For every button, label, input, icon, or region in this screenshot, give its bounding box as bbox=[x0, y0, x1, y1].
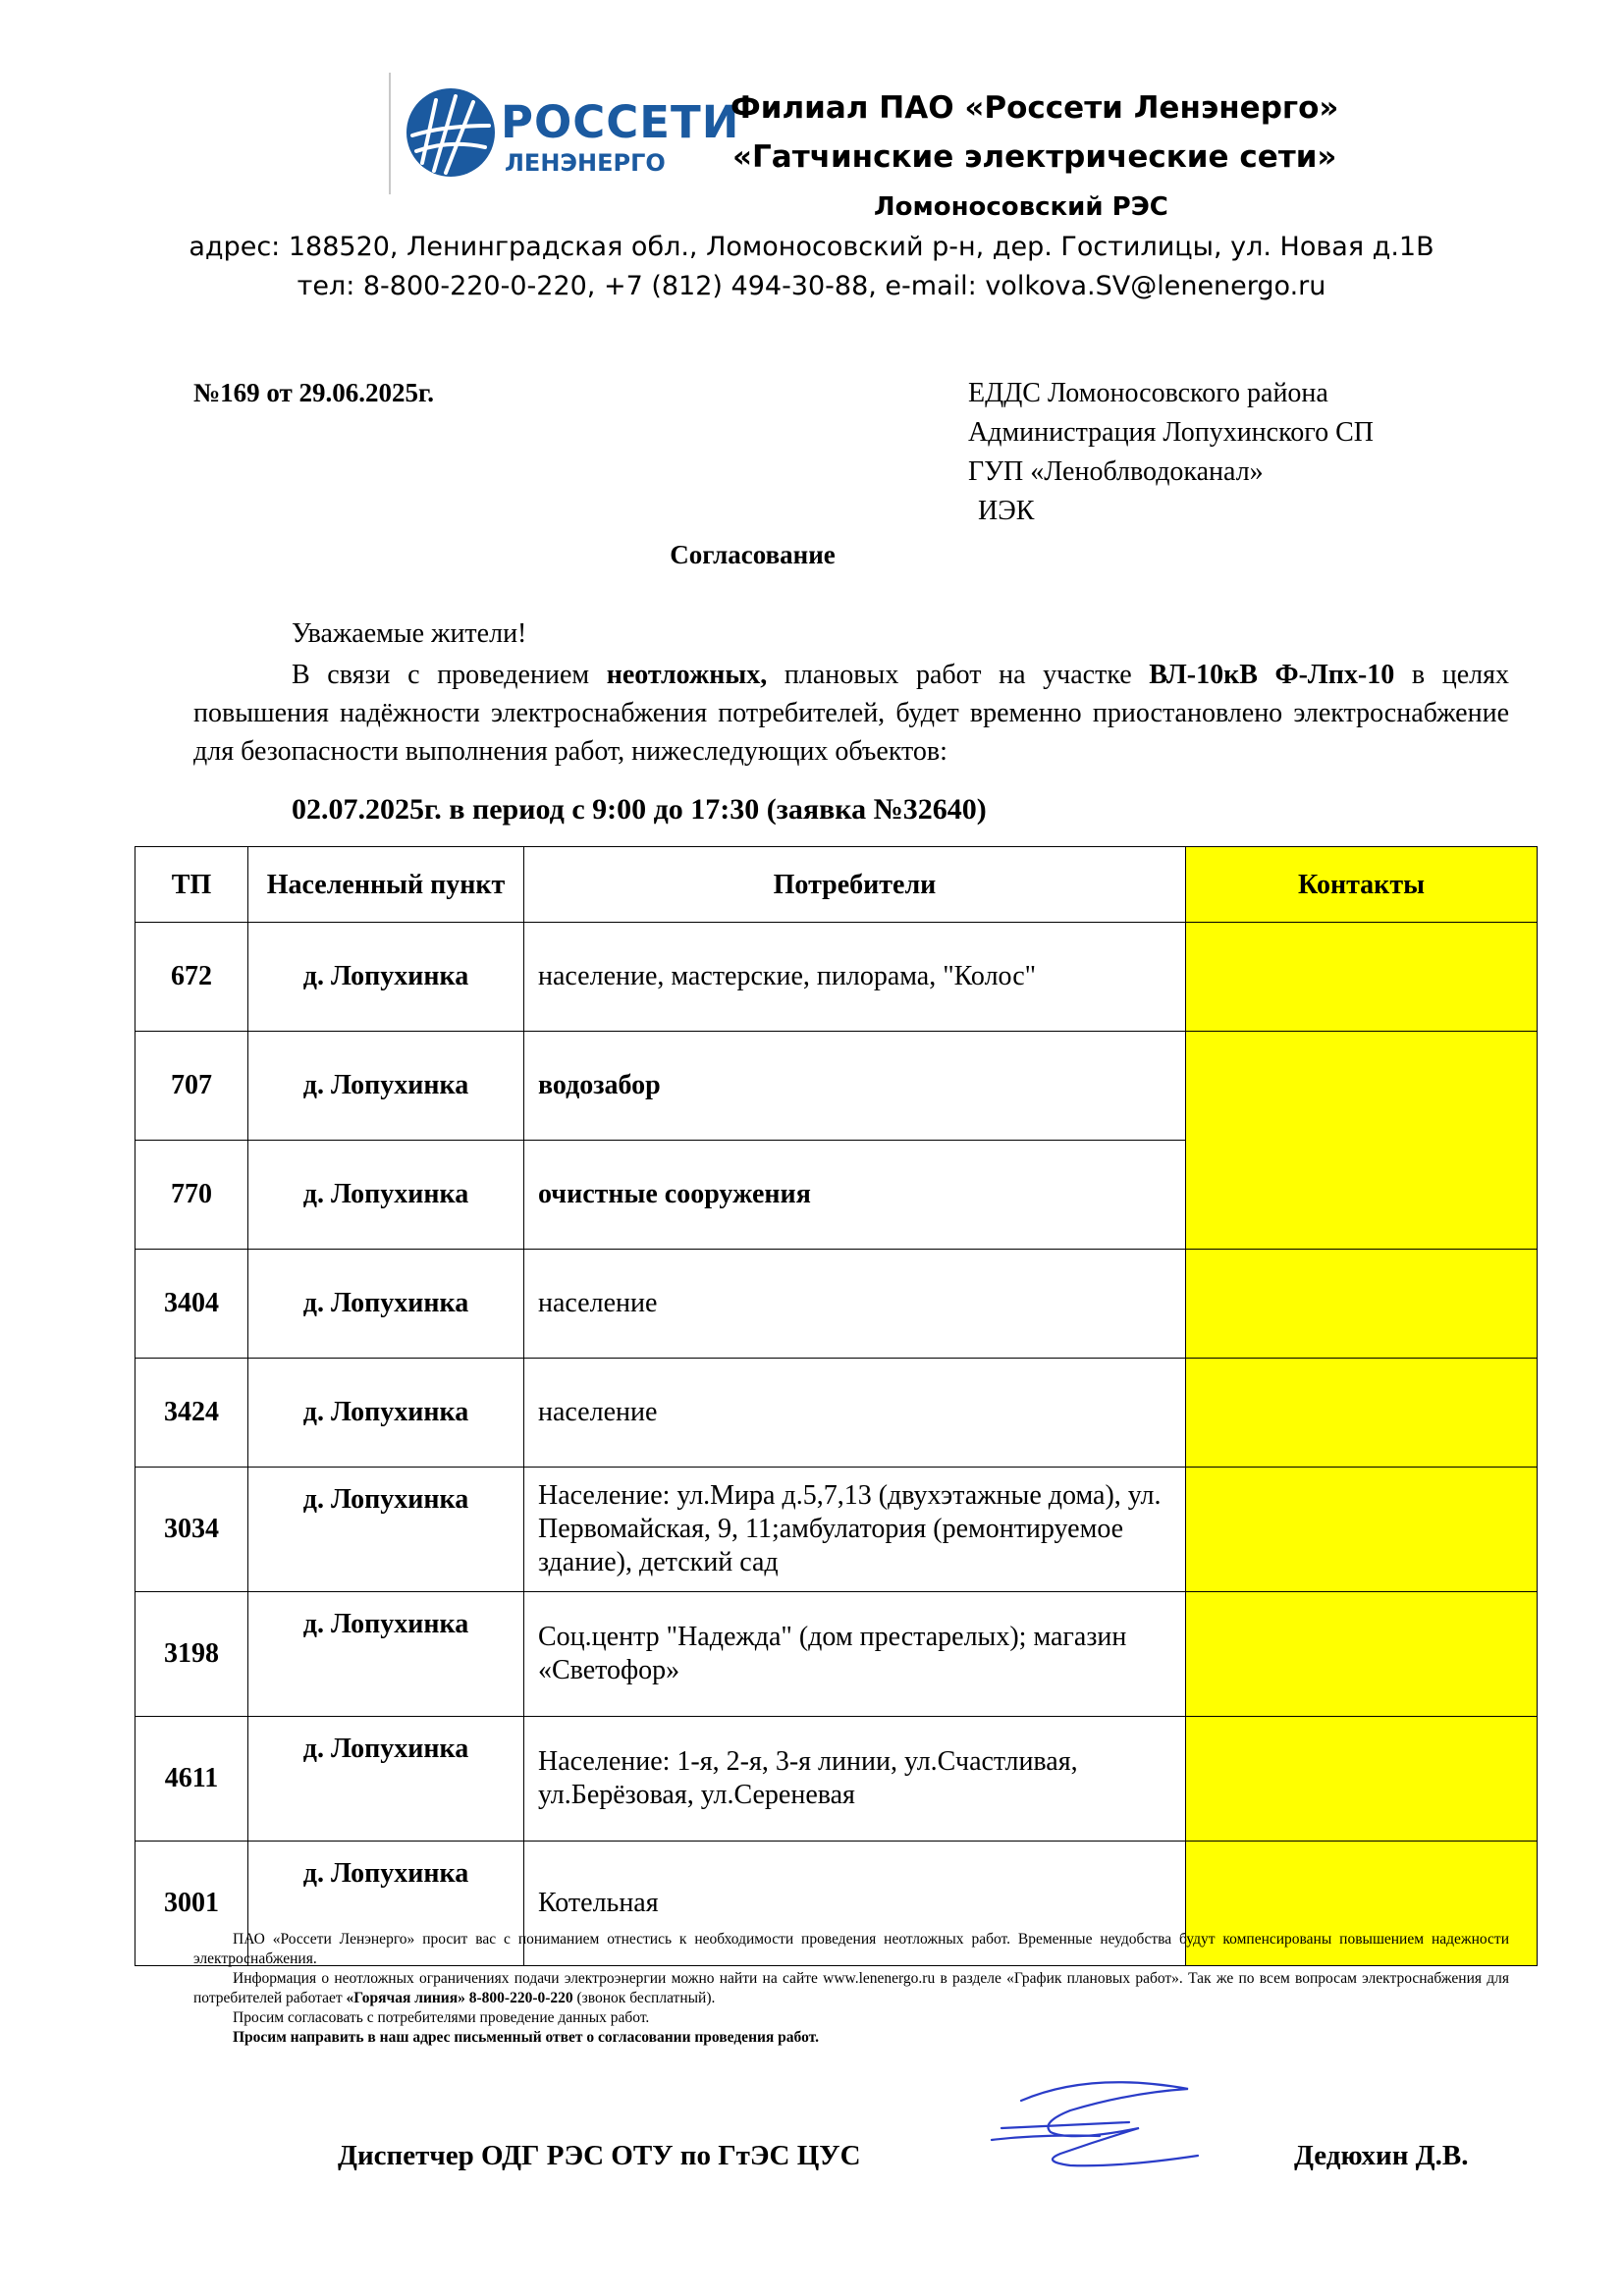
contacts-cell bbox=[1186, 1592, 1538, 1717]
location-cell: д. Лопухинка bbox=[248, 1032, 524, 1141]
tp-cell: 672 bbox=[135, 923, 248, 1032]
org-contacts: тел: 8-800-220-0-220, +7 (812) 494-30-88, e-mail: volkova.SV@lenenergo.ru bbox=[297, 271, 1326, 301]
department-name: Ломоносовский РЭС bbox=[874, 192, 1168, 222]
table-row bbox=[135, 1250, 1538, 1359]
footnote: Просим согласовать с потребителями проведение данных работ. bbox=[233, 2009, 650, 2026]
consumers-cell: очистные сооружения bbox=[524, 1141, 1186, 1250]
recipient-line: ЕДДС Ломоносовского района bbox=[968, 378, 1328, 408]
table-row bbox=[135, 1359, 1538, 1468]
org-name-line2: «Гатчинские электрические сети» bbox=[732, 139, 1337, 175]
contacts-cell bbox=[1186, 1359, 1538, 1468]
consumers-cell: Котельная bbox=[524, 1842, 1186, 1966]
footnote: Информация о неотложных ограничениях подачи электроэнергии можно найти на сайте www.lenenergo.ru в разделе «График плановых работ». Так же по всем вопросам электроснабжения для потребителей работает «Горячая линия» 8-800-220-0-220 (звонок бесплатный). bbox=[193, 1970, 1509, 2006]
consumers-cell: Население: 1-я, 2-я, 3-я линии, ул.Счастливая, ул.Берёзовая, ул.Сереневая bbox=[524, 1717, 1186, 1842]
header-consumers: Потребители bbox=[524, 847, 1186, 923]
header-location: Населенный пункт bbox=[248, 847, 524, 923]
consumers-cell: Соц.центр "Надежда" (дом престарелых); магазин «Светофор» bbox=[524, 1592, 1186, 1717]
contacts-cell bbox=[1186, 1468, 1538, 1592]
signatory-name: Дедюхин Д.В. bbox=[1294, 2140, 1469, 2171]
urgent-text: неотложных, bbox=[606, 660, 768, 690]
logo-sub-text: ЛЕНЭНЕРГО bbox=[505, 149, 666, 177]
header-contacts: Контакты bbox=[1186, 847, 1538, 923]
table-row bbox=[135, 1592, 1538, 1717]
logo-brand-text: РОССЕТИ bbox=[501, 96, 740, 148]
location-cell: д. Лопухинка bbox=[248, 1842, 524, 1966]
location-cell: д. Лопухинка bbox=[248, 1359, 524, 1468]
handwritten-signature-icon bbox=[982, 2071, 1208, 2179]
org-name-line1: Филиал ПАО «Россети Ленэнерго» bbox=[730, 90, 1339, 126]
line-section-text: ВЛ-10кВ Ф-Лпх-10 bbox=[1149, 660, 1395, 690]
tp-cell: 707 bbox=[135, 1032, 248, 1141]
tp-cell: 3404 bbox=[135, 1250, 248, 1359]
location-cell: д. Лопухинка bbox=[248, 1717, 524, 1842]
location-cell: д. Лопухинка bbox=[248, 1141, 524, 1250]
consumers-cell: население bbox=[524, 1250, 1186, 1359]
location-cell: д. Лопухинка bbox=[248, 1468, 524, 1592]
tp-cell: 770 bbox=[135, 1141, 248, 1250]
consumers-cell: водозабор bbox=[524, 1032, 1186, 1141]
contacts-cell bbox=[1186, 1250, 1538, 1359]
greeting: Уважаемые жители! bbox=[292, 618, 527, 649]
contacts-cell bbox=[1186, 923, 1538, 1032]
contacts-cell bbox=[1186, 1032, 1538, 1250]
recipient-line: Администрация Лопухинского СП bbox=[968, 417, 1374, 448]
outage-period: 02.07.2025г. в период с 9:00 до 17:30 (заявка №32640) bbox=[292, 793, 987, 826]
location-cell: д. Лопухинка bbox=[248, 923, 524, 1032]
tp-cell: 3001 bbox=[135, 1842, 248, 1966]
recipient-line: ИЭК bbox=[978, 496, 1035, 526]
signatory-title: Диспетчер ОДГ РЭС ОТУ по ГтЭС ЦУС bbox=[338, 2140, 861, 2171]
table-row bbox=[135, 1468, 1538, 1592]
table-header-row bbox=[135, 847, 1538, 923]
body-paragraph: В связи с проведением неотложных, плановых работ на участке ВЛ-10кВ Ф-Лпх-10 в целях повышения надёжности электроснабжения потребителей, будет временно приостановлено электроснабжение для безопасности выполнения работ, нижеследующих объектов: bbox=[193, 660, 1509, 767]
tp-cell: 3034 bbox=[135, 1468, 248, 1592]
tp-cell: 3198 bbox=[135, 1592, 248, 1717]
document-number: №169 от 29.06.2025г. bbox=[193, 378, 435, 407]
consumers-cell: население bbox=[524, 1359, 1186, 1468]
letter-subject: Согласование bbox=[670, 540, 836, 569]
hotline-text: «Горячая линия» 8-800-220-0-220 bbox=[346, 1990, 573, 2006]
location-cell: д. Лопухинка bbox=[248, 1592, 524, 1717]
footnotes bbox=[193, 1930, 1509, 2048]
footnote: Просим направить в наш адрес письменный ответ о согласовании проведения работ. bbox=[233, 2029, 819, 2046]
consumers-cell: Население: ул.Мира д.5,7,13 (двухэтажные дома), ул. Первомайская, 9, 11;амбулатория (ремонтируемое здание), детский сад bbox=[524, 1468, 1186, 1592]
tp-cell: 3424 bbox=[135, 1359, 248, 1468]
header-tp: ТП bbox=[135, 847, 248, 923]
location-cell: д. Лопухинка bbox=[248, 1250, 524, 1359]
logo-divider bbox=[389, 73, 391, 194]
contacts-cell bbox=[1186, 1717, 1538, 1842]
recipient-line: ГУП «Леноблводоканал» bbox=[968, 456, 1264, 487]
consumers-cell: население, мастерские, пилорама, "Колос" bbox=[524, 923, 1186, 1032]
table-row bbox=[135, 1032, 1538, 1141]
table-row bbox=[135, 1717, 1538, 1842]
table-row bbox=[135, 923, 1538, 1032]
rosseti-logo-icon bbox=[405, 86, 497, 179]
org-address: адрес: 188520, Ленинградская обл., Ломоносовский р-н, дер. Гостилицы, ул. Новая д.1В bbox=[189, 232, 1434, 262]
outage-table bbox=[135, 846, 1538, 1966]
footnote: ПАО «Россети Ленэнерго» просит вас с пониманием отнестись к необходимости проведения неотложных работ. Временные неудобства будут компенсированы повышением надежности электроснабжения. bbox=[193, 1931, 1509, 1967]
tp-cell: 4611 bbox=[135, 1717, 248, 1842]
